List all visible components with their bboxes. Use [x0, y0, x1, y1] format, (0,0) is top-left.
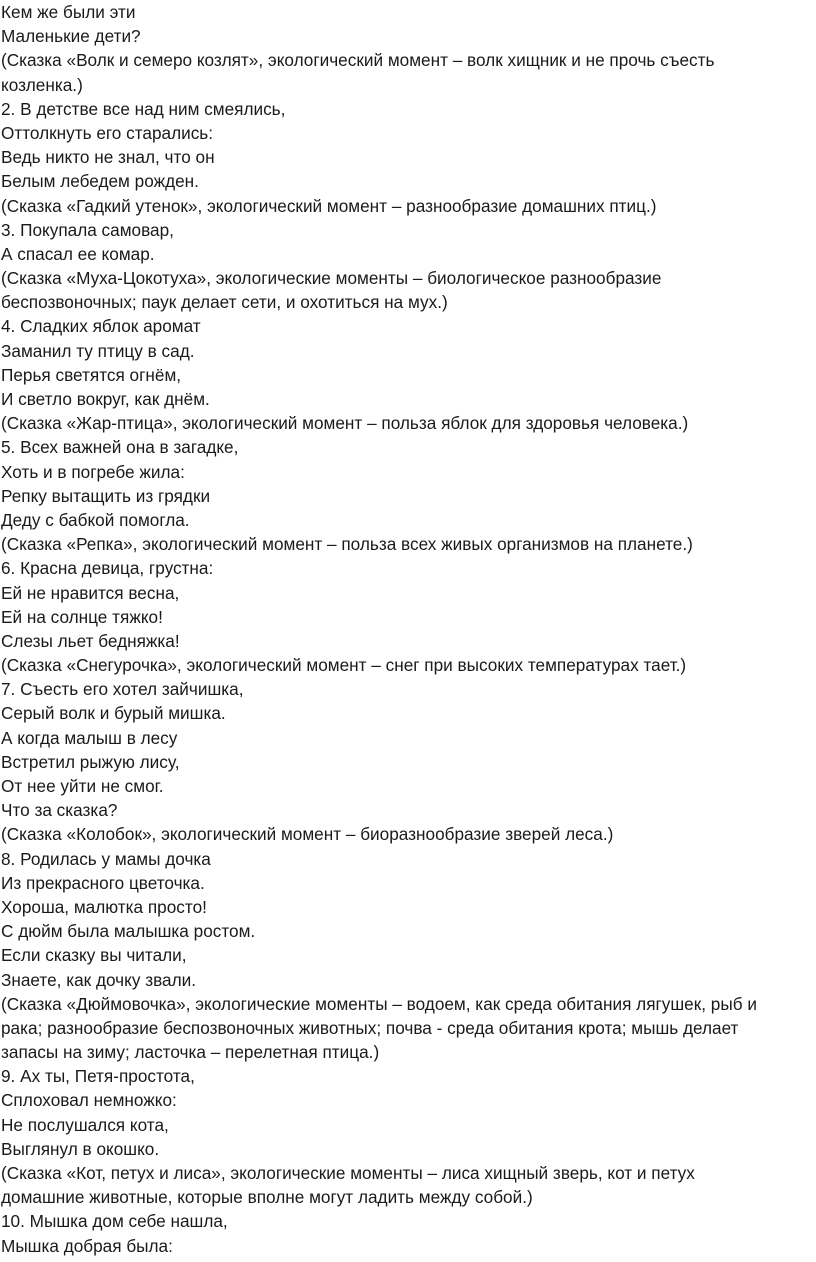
text-line: 6. Красна девица, грустна:	[1, 558, 214, 579]
text-line: Если сказку вы читали,	[1, 945, 187, 966]
text-line: Встретил рыжую лису,	[1, 751, 180, 772]
text-line: 8. Родилась у мамы дочка	[1, 848, 211, 869]
text-line: Деду с бабкой помогла.	[1, 509, 190, 530]
text-line: Выглянул в окошко.	[1, 1138, 160, 1159]
text-line: А спасал ее комар.	[1, 243, 155, 264]
text-line: И светло вокруг, как днём.	[1, 389, 210, 409]
text-line: 7. Съесть его хотел зайчишка,	[1, 679, 244, 700]
text-line: 2. В детстве все над ним смеялись,	[1, 98, 286, 119]
text-line: Кем же были эти	[1, 2, 136, 22]
text-line: 3. Покупала самовар,	[1, 219, 174, 240]
text-line: Маленькие дети?	[1, 26, 141, 47]
text-line: 4. Сладких яблок аромат	[1, 316, 201, 337]
text-line: запасы на зиму; ласточка – перелетная птица.)	[1, 1042, 380, 1063]
text-line: Слезы льет бедняжка!	[1, 630, 180, 651]
text-line: Хоть и в погребе жила:	[1, 461, 185, 482]
text-line: Хороша, малютка просто!	[1, 896, 207, 917]
text-line: Ей не нравится весна,	[1, 582, 180, 603]
text-line: Белым лебедем рожден.	[1, 171, 199, 192]
text-line: Ведь никто не знал, что он	[1, 147, 215, 168]
text-line: (Сказка «Снегурочка», экологический момент – снег при высоких температурах тает.)	[1, 655, 687, 676]
text-line: (Сказка «Жар-птица», экологический момент – польза яблок для здоровья человека.)	[1, 413, 689, 434]
text-line: (Сказка «Гадкий утенок», экологический момент – разнообразие домашних птиц.)	[1, 195, 657, 216]
text-line: Заманил ту птицу в сад.	[1, 340, 195, 361]
text-line: (Сказка «Муха-Цокотуха», экологические моменты – биологическое разнообразие	[1, 268, 662, 289]
text-line: рака; разнообразие беспозвоночных животных; почва - среда обитания крота; мышь делает	[1, 1017, 739, 1038]
text-line: (Сказка «Волк и семеро козлят», экологический момент – волк хищник и не прочь съесть	[1, 50, 715, 71]
text-line: Что за сказка?	[1, 800, 118, 821]
text-line: Серый волк и бурый мишка.	[1, 703, 226, 724]
text-line: От нее уйти не смог.	[1, 776, 164, 796]
text-line: Оттолкнуть его старались:	[1, 122, 214, 143]
text-line: Ей на солнце тяжко!	[1, 606, 163, 627]
text-line: (Сказка «Колобок», экологический момент – биоразнообразие зверей леса.)	[1, 824, 614, 845]
text-line: Сплоховал немножко:	[1, 1090, 177, 1111]
text-line: 5. Всех важней она в загадке,	[1, 437, 239, 458]
text-line: (Сказка «Кот, петух и лиса», экологические моменты – лиса хищный зверь, кот и петух	[1, 1163, 695, 1183]
text-line: Перья светятся огнём,	[1, 364, 182, 385]
text-line: беспозвоночных; паук делает сети, и охотиться на мух.)	[1, 292, 448, 313]
text-line: 9. Ах ты, Петя-простота,	[1, 1066, 195, 1087]
text-line: Мышка добрая была:	[1, 1235, 173, 1256]
text-line: (Сказка «Дюймовочка», экологические моменты – водоем, как среда обитания лягушек, рыб и	[1, 993, 757, 1014]
text-line: С дюйм была малышка ростом.	[1, 921, 256, 942]
text-line: (Сказка «Репка», экологический момент – польза всех живых организмов на планете.)	[1, 534, 693, 555]
text-line: домашние животные, которые вполне могут ладить между собой.)	[1, 1187, 533, 1208]
text-line: Из прекрасного цветочка.	[1, 872, 205, 893]
text-line: Репку вытащить из грядки	[1, 485, 211, 506]
text-line: козленка.)	[1, 74, 83, 95]
text-line: 10. Мышка дом себе нашла,	[1, 1211, 228, 1232]
text-line: А когда малыш в лесу	[1, 727, 178, 748]
text-line: Не послушался кота,	[1, 1114, 169, 1135]
text-line: Знаете, как дочку звали.	[1, 969, 196, 990]
